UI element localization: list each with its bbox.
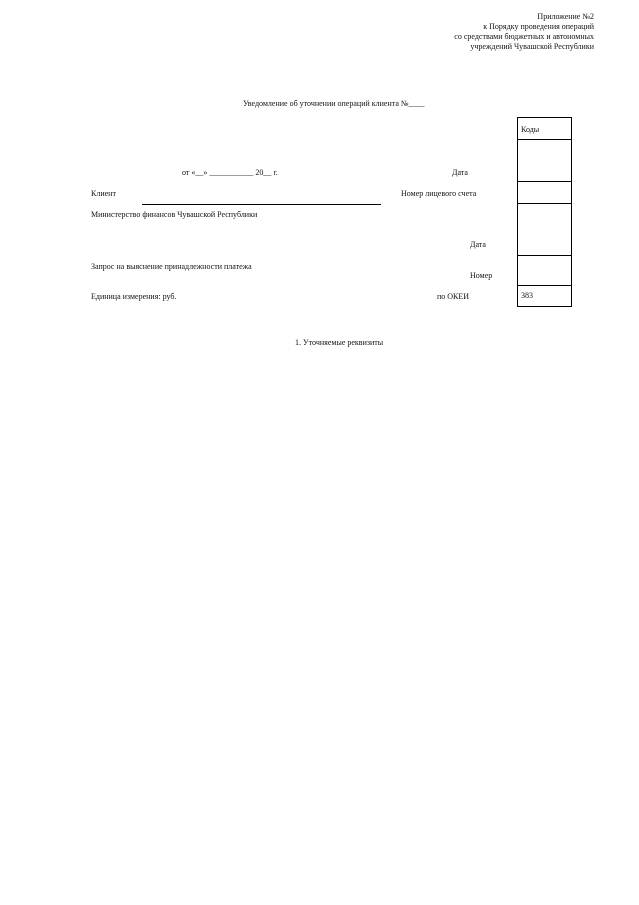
appendix-line-3: со средствами бюджетных и автономных [454,32,594,41]
request-label: Запрос на выяснение принадлежности платежа [91,262,252,271]
section-1-heading: 1. Уточняемые реквизиты [295,338,384,347]
okei-code-value: 383 [521,291,533,300]
ministry-name: Министерство финансов Чувашской Республики [91,210,258,219]
date-line: от «__» ___________ 20__ г. [182,168,278,177]
client-underline [142,204,381,205]
appendix-line-4: учреждений Чувашской Республики [470,42,594,51]
codes-divider [517,139,572,140]
codes-box [517,117,572,307]
client-label: Клиент [91,189,116,198]
codes-divider [517,203,572,204]
document-title: Уведомление об уточнении операций клиента №____ [243,99,425,108]
account-number-label: Номер лицевого счета [401,189,477,198]
codes-divider [517,285,572,286]
codes-divider [517,181,572,182]
number-label: Номер [470,271,493,280]
codes-divider [517,255,572,256]
appendix-line-2: к Порядку проведения операций [483,22,594,31]
date-label: Дата [452,168,468,177]
appendix-line-1: Приложение №2 [537,12,594,21]
okei-label: по ОКЕИ [437,292,470,301]
codes-header: Коды [521,125,540,134]
date2-label: Дата [470,240,486,249]
unit-label: Единица измерения: руб. [91,292,177,301]
